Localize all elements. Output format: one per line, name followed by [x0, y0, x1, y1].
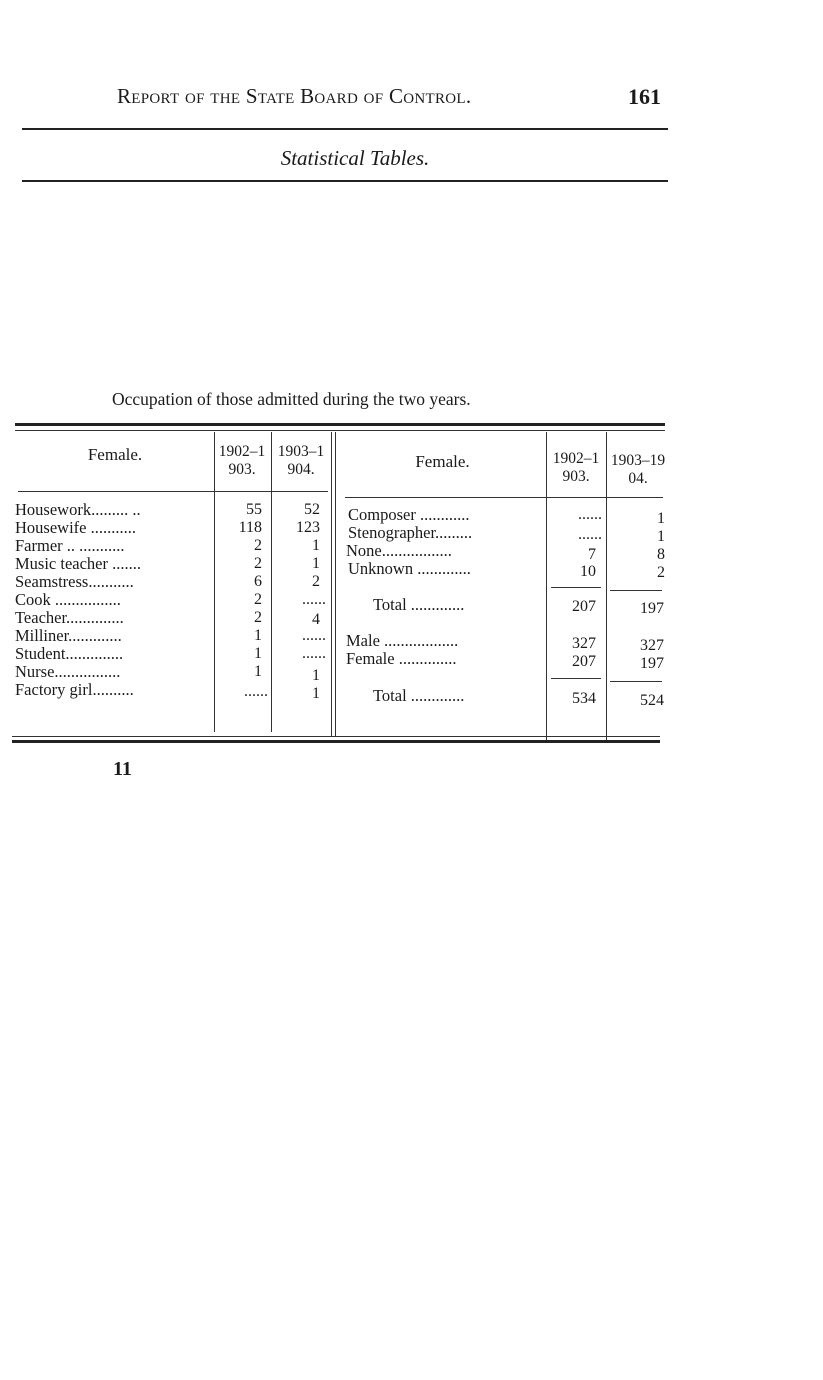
right-row-v1: 10 — [580, 563, 596, 580]
header-left-label: Female. — [87, 445, 143, 464]
right-total-label: Total ............. — [373, 596, 465, 614]
left-row-v2: ...... — [302, 627, 326, 644]
left-row-v2: 1 — [312, 537, 320, 554]
left-row-label: Cook ................ — [15, 591, 121, 609]
right-row-v1: ...... — [578, 506, 602, 523]
header-right-col2: 1903–1904. — [610, 452, 666, 487]
right-total-v1: 207 — [572, 598, 596, 615]
right-grand-total-v1: 534 — [572, 690, 596, 707]
right-sex-v1: 207 — [572, 653, 596, 670]
left-row-label: Music teacher ....... — [15, 555, 141, 573]
header-left-col1: 1902–1903. — [218, 443, 266, 478]
left-row-v1: ...... — [244, 683, 268, 700]
right-row-label: None................. — [346, 542, 452, 560]
vrule-left-2 — [271, 432, 272, 732]
left-row-label: Seamstress........... — [15, 573, 134, 591]
header-right-label: Female. — [415, 452, 470, 471]
right-row-label: Composer ............ — [348, 506, 470, 524]
subtotal-rule-2 — [610, 590, 662, 591]
left-row-v1: 2 — [254, 537, 262, 554]
right-row-v1: 7 — [588, 546, 596, 563]
table-top-rule-thin — [15, 430, 665, 431]
table-top-rule — [15, 423, 665, 426]
left-row-label: Milliner............. — [15, 627, 122, 645]
left-row-v2: 1 — [312, 667, 320, 684]
left-row-v1: 1 — [254, 645, 262, 662]
vrule-mid-2 — [335, 432, 336, 737]
header-left-col2: 1903–1904. — [277, 443, 325, 478]
left-row-label: Student.............. — [15, 645, 124, 663]
header-right-col1: 1902–1903. — [552, 450, 600, 485]
vrule-right-2 — [606, 432, 607, 740]
left-row-v1: 2 — [254, 555, 262, 572]
total-rule-1 — [551, 678, 601, 679]
header-underline-right — [345, 497, 663, 498]
left-row-label: Factory girl.......... — [15, 681, 134, 699]
left-row-v2: 1 — [312, 685, 320, 702]
right-sex-label: Female .............. — [346, 650, 457, 668]
left-row-label: Teacher.............. — [15, 609, 124, 627]
header-underline-left — [18, 491, 328, 492]
total-rule-2 — [610, 681, 662, 682]
left-row-v2: 52 — [304, 501, 320, 518]
left-row-v2: 123 — [296, 519, 320, 536]
left-row-v2: 2 — [312, 573, 320, 590]
page-number: 161 — [628, 84, 661, 109]
table-caption: Occupation of those admitted during the two years. — [112, 389, 471, 409]
right-sex-v2: 327 — [640, 637, 664, 654]
right-row-v2: 2 — [657, 564, 665, 581]
folio-signature: 11 — [113, 758, 132, 780]
running-head: Report of the State Board of Control. — [117, 84, 472, 108]
left-row-v1: 1 — [254, 663, 262, 680]
right-row-v1: ...... — [578, 526, 602, 543]
right-grand-total-label: Total ............. — [373, 687, 465, 705]
vrule-right-1 — [546, 432, 547, 740]
left-row-v1: 2 — [254, 609, 262, 626]
vrule-mid-1 — [331, 432, 332, 737]
right-sex-v1: 327 — [572, 635, 596, 652]
left-row-v2: 4 — [312, 611, 320, 628]
left-row-v2: 1 — [312, 555, 320, 572]
left-row-v2: ...... — [302, 645, 326, 662]
left-row-label: Housework......... .. — [15, 501, 141, 519]
left-row-v1: 55 — [246, 501, 262, 518]
left-row-v1: 118 — [238, 519, 262, 536]
left-row-v2: ...... — [302, 591, 326, 608]
table-bottom-rule-thick — [12, 740, 660, 743]
right-grand-total-v2: 524 — [640, 692, 664, 709]
table-bottom-rule — [12, 736, 660, 737]
left-row-label: Nurse................ — [15, 663, 121, 681]
right-sex-v2: 197 — [640, 655, 664, 672]
subtotal-rule-1 — [551, 587, 601, 588]
right-row-v2: 1 — [657, 510, 665, 527]
right-row-label: Unknown ............. — [348, 560, 471, 578]
section-title: Statistical Tables. — [280, 146, 430, 170]
left-row-v1: 1 — [254, 627, 262, 644]
left-row-label: Farmer .. ........... — [15, 537, 125, 555]
right-row-label: Stenographer......... — [348, 524, 473, 542]
right-sex-label: Male .................. — [346, 632, 459, 650]
right-row-v2: 1 — [657, 528, 665, 545]
right-total-v2: 197 — [640, 600, 664, 617]
right-row-v2: 8 — [657, 546, 665, 563]
left-row-label: Housewife ........... — [15, 519, 136, 537]
left-row-v1: 6 — [254, 573, 262, 590]
left-row-v1: 2 — [254, 591, 262, 608]
